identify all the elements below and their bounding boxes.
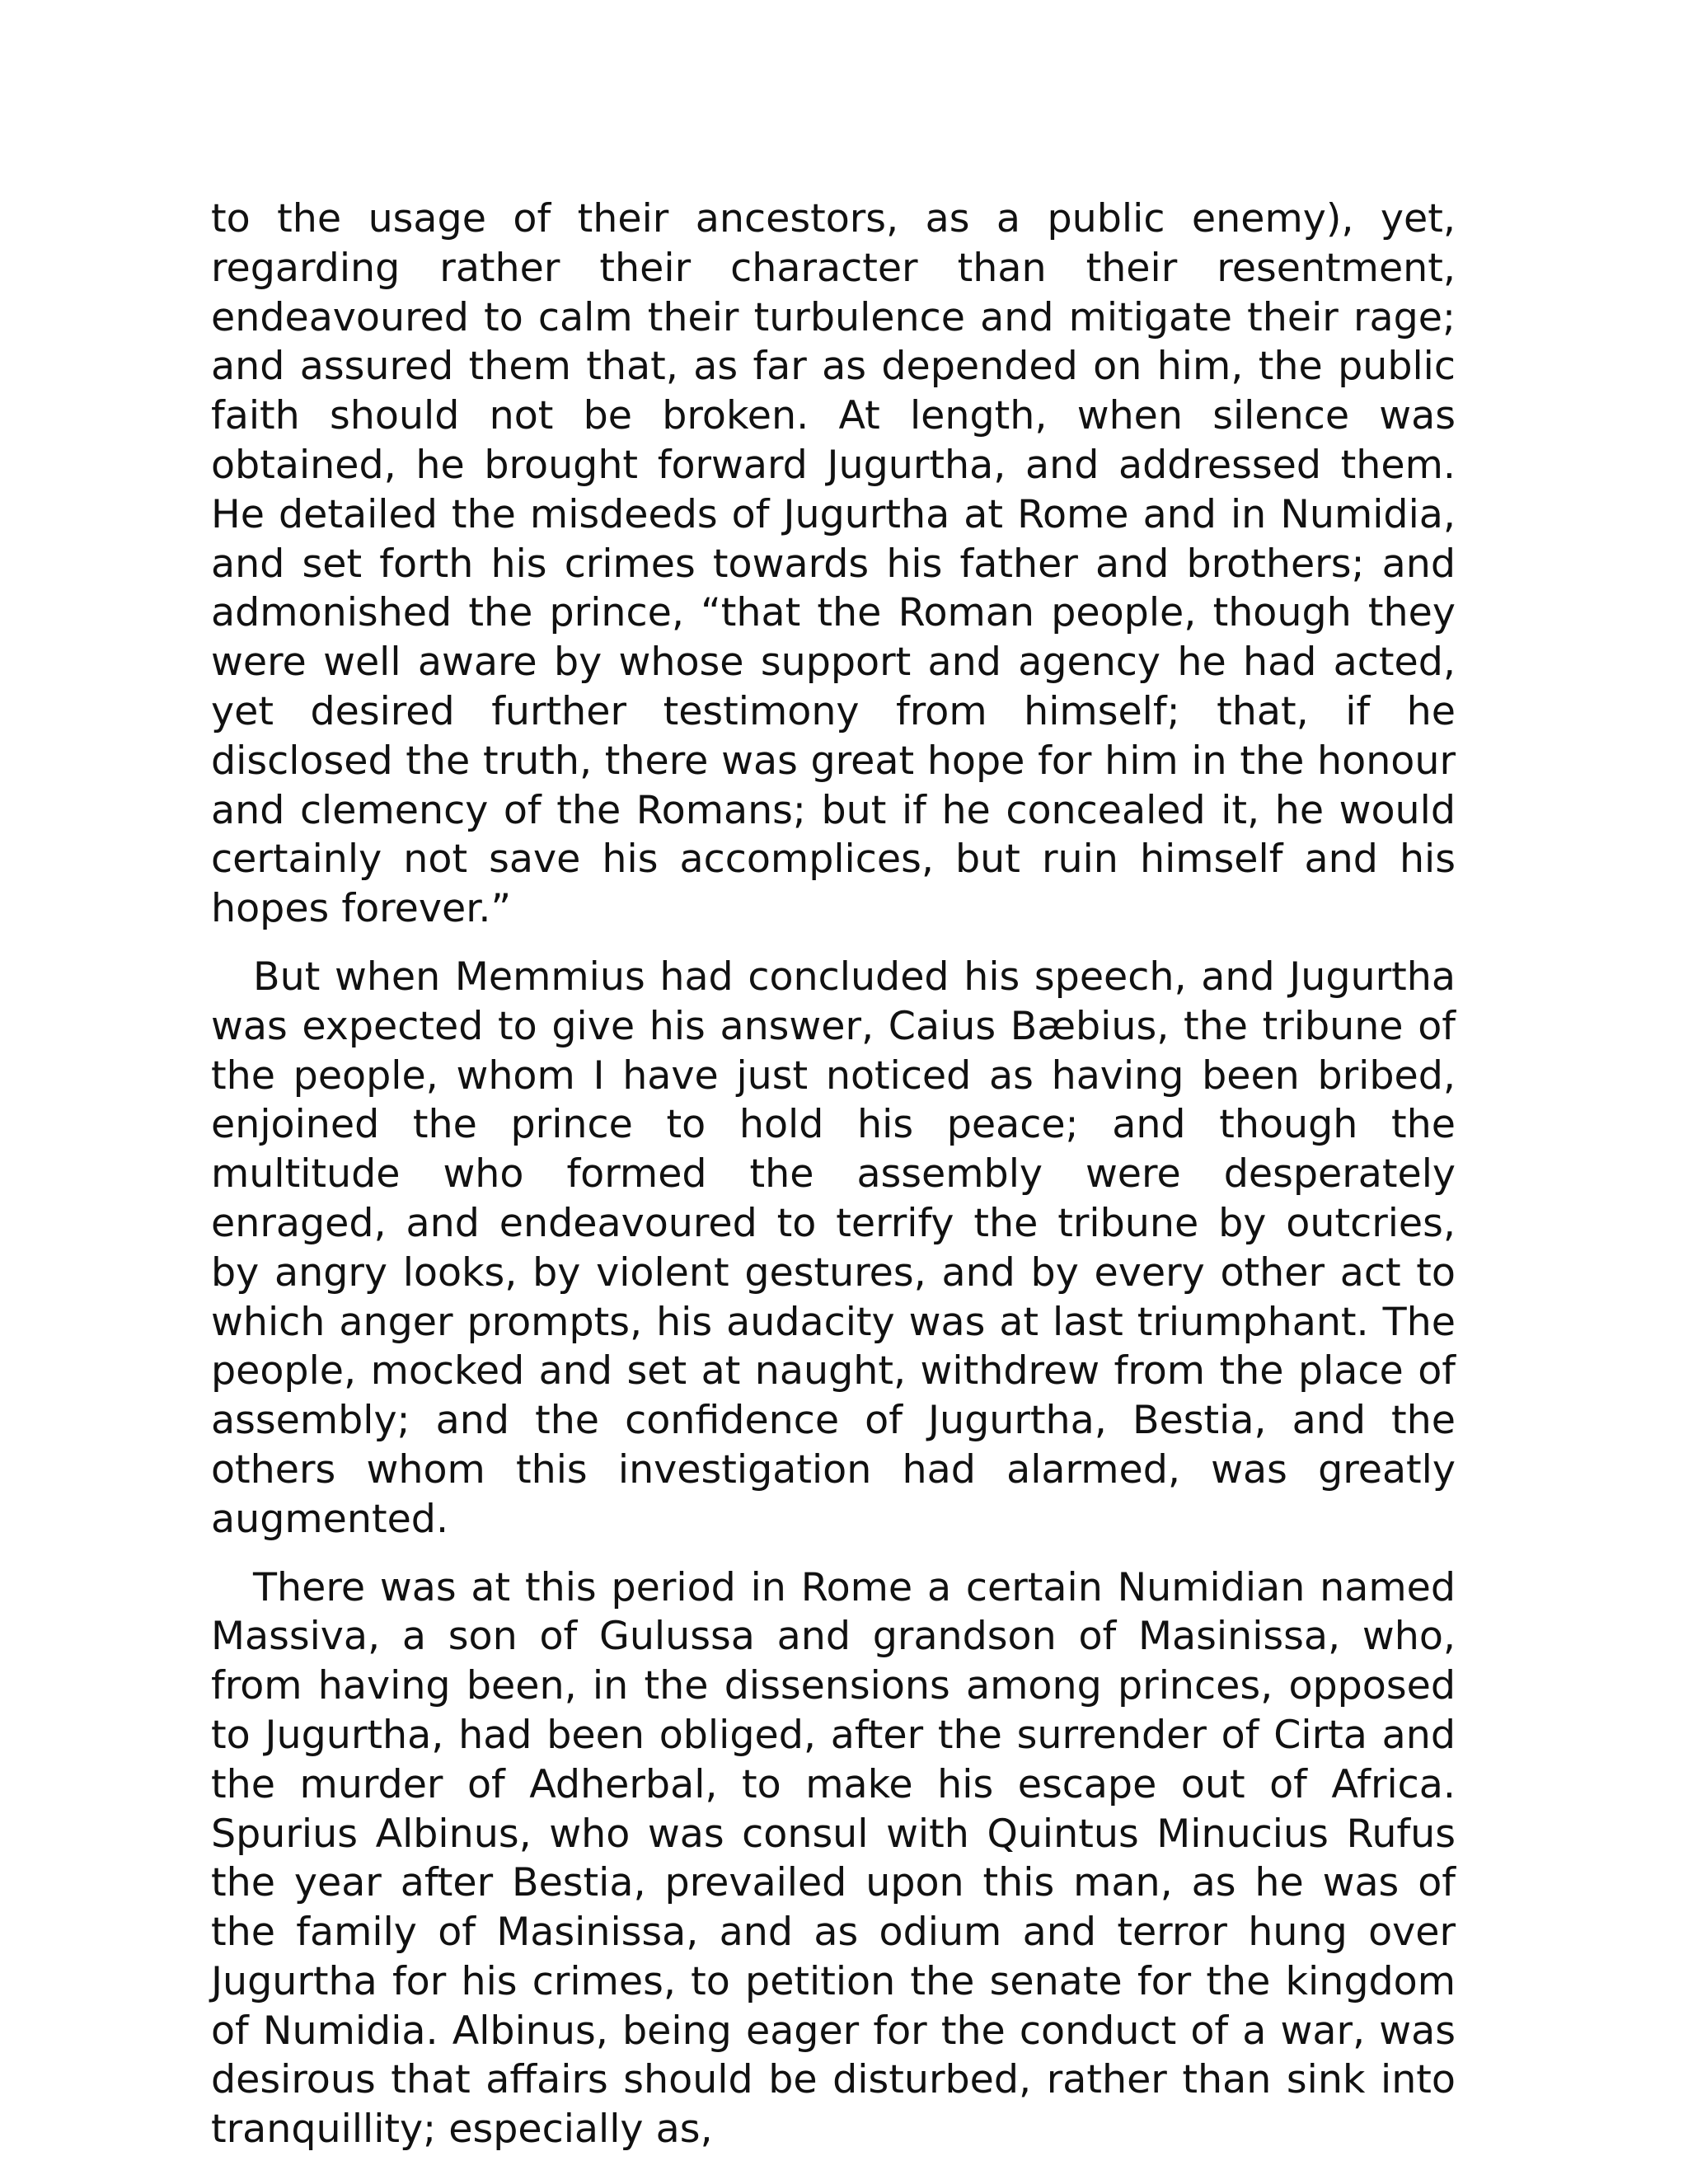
- paragraph-2: But when Memmius had concluded his speech, and Jugurtha was expected to give his answer, Caius Bæbius, the tribune of the people, whom I have just noticed as having been bribed, enjoined the prince to hold his peace; and though the multitude who formed the assembly were desperately enraged, and endeavoured to terrify the tribune by outcries, by angry looks, by violent gestures, and by every other act to which anger prompts, his audacity was at last triumphant. The people, mocked and set at naught, withdrew from the place of assembly; and the confidence of Jugurtha, Bestia, and the others whom this investigation had alarmed, was greatly augmented.: [211, 954, 1456, 1542]
- paragraph-3: There was at this period in Rome a certain Numidian named Massiva, a son of Gulussa and grandson of Masinissa, who, from having been, in the dissensions among princes, opposed to Jugurtha, had been obliged, after the surrender of Cirta and the murder of Adherbal, to make his escape out of Africa. Spurius Albinus, who was consul with Quintus Minucius Rufus the year after Bestia, prevailed upon this man, as he was of the family of Masinissa, and as odium and terror hung over Jugurtha for his crimes, to petition the senate for the kingdom of Numidia. Albinus, being eager for the conduct of a war, was desirous that affairs should be disturbed, rather than sink into tranquillity; especially as,: [211, 1564, 1456, 2153]
- paragraph-1: to the usage of their ancestors, as a public enemy), yet, regarding rather their character than their resentment, endeavoured to calm their turbulence and mitigate their rage; and assured them that, as far as depended on him, the public faith should not be broken. At length, when silence was obtained, he brought forward Jugurtha, and addressed them. He detailed the misdeeds of Jugurtha at Rome and in Numidia, and set forth his crimes towards his father and brothers; and admonished the prince, “that the Roman people, though they were well aware by whose support and agency he had acted, yet desired further testimony from himself; that, if he disclosed the truth, there was great hope for him in the honour and clemency of the Romans; but if he concealed it, he would certainly not save his accomplices, but ruin himself and his hopes forever.”: [211, 196, 1456, 932]
- page-body: [211, 194, 1456, 2154]
